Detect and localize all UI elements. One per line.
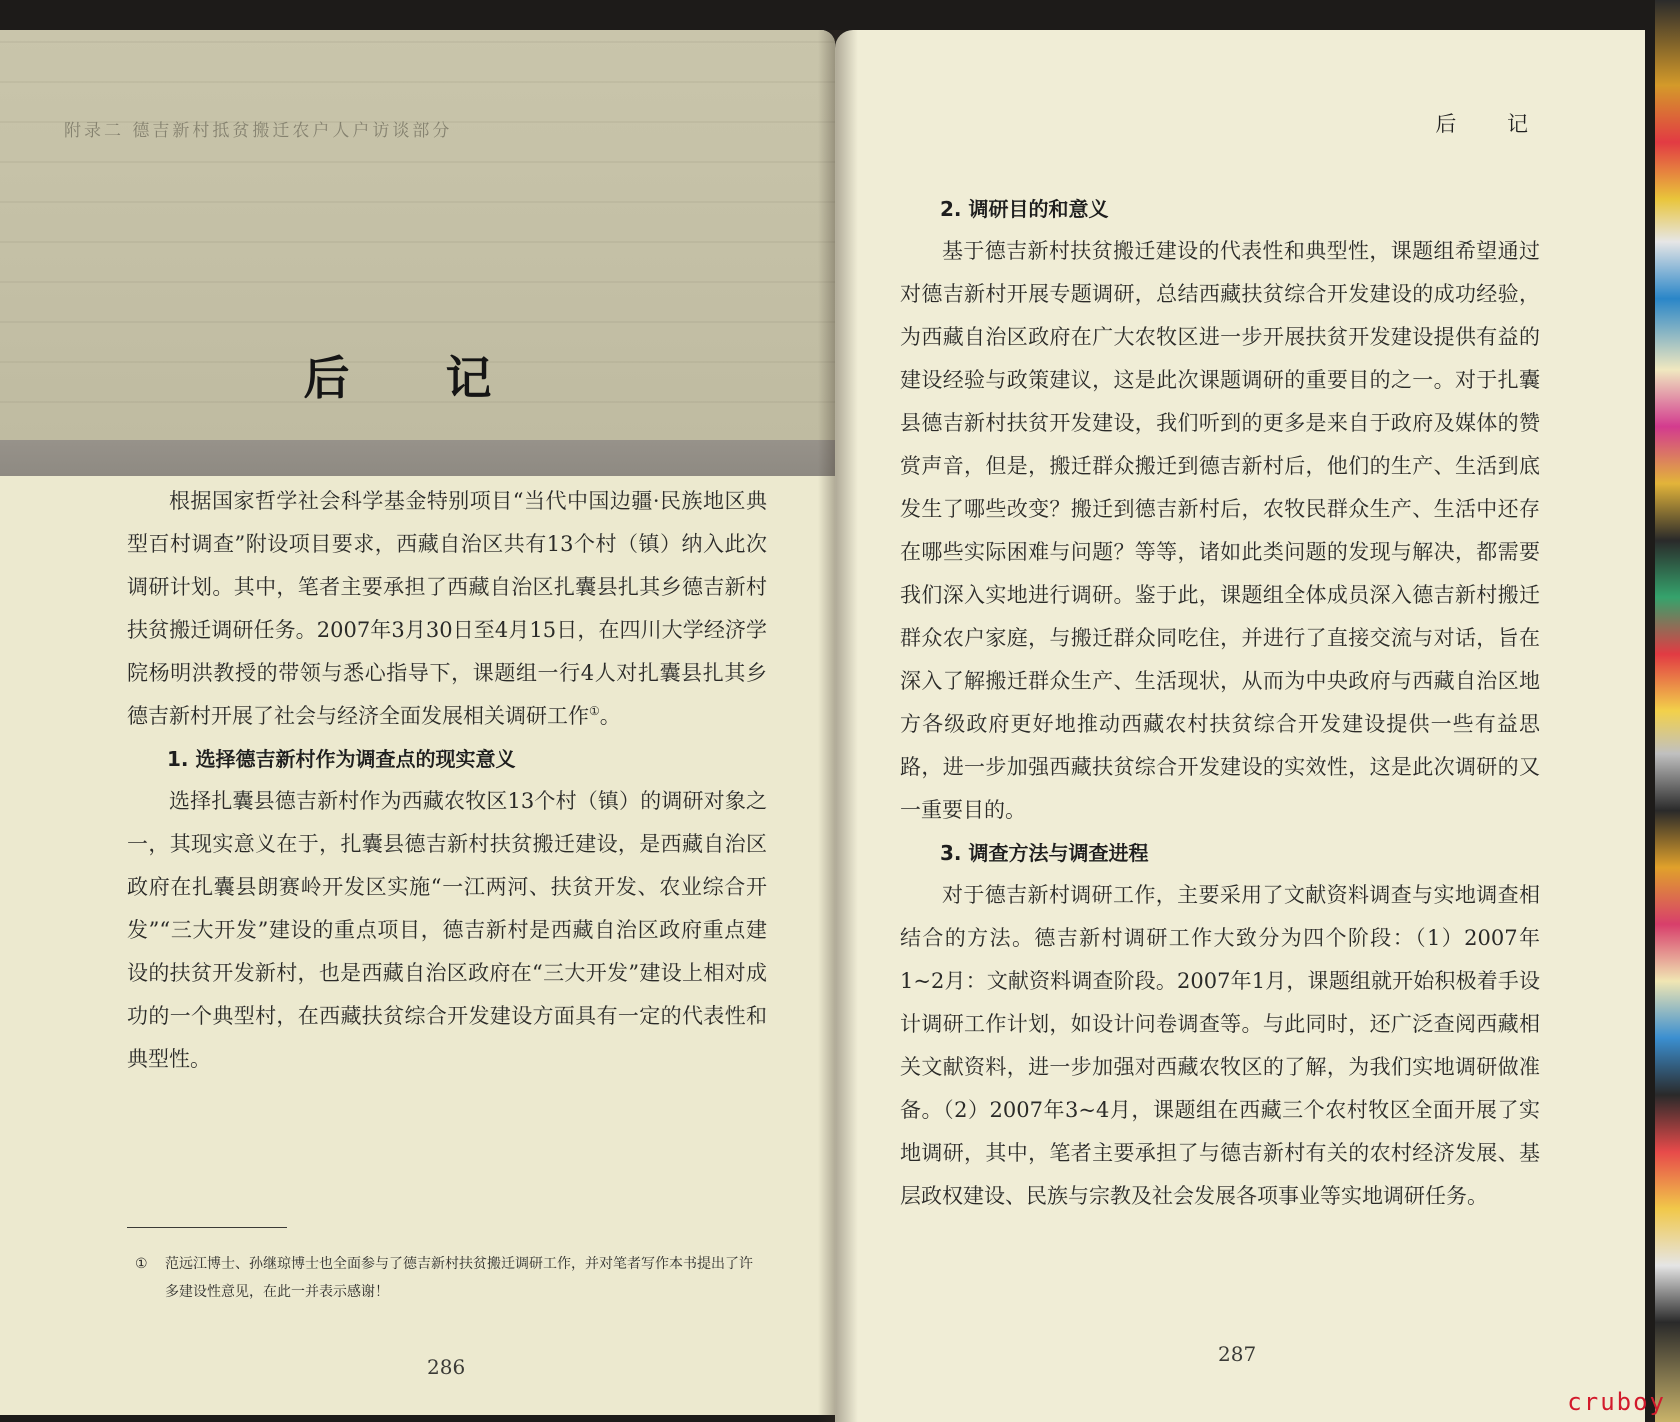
page-number-right: 287 — [1218, 1342, 1257, 1366]
left-running-head: 附录二 德吉新村抵贫搬迁农户人户访谈部分 — [64, 121, 453, 141]
intro-text: 根据国家哲学社会科学基金特别项目“当代中国边疆·民族地区典型百村调查”附设项目要求，西藏自治区共有13个村（镇）纳入此次调研计划。其中，笔者主要承担了西藏自治区扎囊县扎其乡德吉新村扶贫搬迁调研任务。2007年3月30日至4月15日，在四川大学经济学院杨明洪教授的带领与悉心指导下，课题组一行4人对扎囊县扎其乡德吉新村开展了社会与经济全面发展相关调研工作 — [127, 489, 767, 728]
footnote — [135, 1250, 765, 1306]
section-2-heading: 2. 调研目的和意义 — [940, 197, 1109, 221]
section-1-heading: 1. 选择德吉新村作为调查点的现实意义 — [167, 747, 516, 771]
page-number-left: 286 — [427, 1355, 466, 1379]
footnote-reference: ① — [589, 704, 600, 718]
paragraph-significance: 选择扎囊县德吉新村作为西藏农牧区13个村（镇）的调研对象之一，其现实意义在于，扎囊县德吉新村扶贫搬迁建设，是西藏自治区政府在扎囊县朗赛岭开发区实施“一江两河、扶贫开发、农业综合开发”“三大开发”建设的重点项目，德吉新村是西藏自治区政府重点建设的扶贫开发新村，也是西藏自治区政府在“三大开发”建设上相对成功的一个典型村，在西藏扶贫综合开发建设方面具有一定的代表性和典型性。 — [127, 789, 767, 1071]
footnote-rule — [127, 1227, 287, 1228]
right-page — [835, 30, 1645, 1422]
color-calibration-strip — [1655, 0, 1680, 1422]
chapter-title-band — [0, 440, 835, 476]
left-page-body — [127, 480, 767, 1081]
intro-text-end: 。 — [599, 704, 621, 728]
section-3-heading: 3. 调查方法与调查进程 — [940, 841, 1149, 865]
chapter-title: 后 记 — [303, 351, 532, 405]
paragraph-intro — [127, 480, 767, 738]
paragraph-methods: 对于德吉新村调研工作，主要采用了文献资料调查与实地调查相结合的方法。德吉新村调研工作大致分为四个阶段：（1）2007年1~2月：文献资料调查阶段。2007年1月，课题组就开始积极着手设计调研工作计划，如设计问卷调查等。与此同时，还广泛查阅西藏相关文献资料，进一步加强对西藏农牧区的了解，为我们实地调研做准备。（2）2007年3~4月，课题组在西藏三个农村牧区全面开展了实地调研，其中，笔者主要承担了与德吉新村有关的农村经济发展、基层政权建设、民族与宗教及社会发展各项事业等实地调研任务。 — [900, 883, 1540, 1208]
right-page-body — [900, 188, 1540, 1218]
paragraph-purpose: 基于德吉新村扶贫搬迁建设的代表性和典型性，课题组希望通过对德吉新村开展专题调研，总结西藏扶贫综合开发建设的成功经验，为西藏自治区政府在广大农牧区进一步开展扶贫开发建设提供有益的建设经验与政策建议，这是此次课题调研的重要目的之一。对于扎囊县德吉新村扶贫开发建设，我们听到的更多是来自于政府及媒体的赞赏声音，但是，搬迁群众搬迁到德吉新村后，他们的生产、生活到底发生了哪些改变？搬迁到德吉新村后，农牧民群众生产、生活中还存在哪些实际困难与问题？等等，诸如此类问题的发现与解决，都需要我们深入实地进行调研。鉴于此，课题组全体成员深入德吉新村搬迁群众农户家庭，与搬迁群众同吃住，并进行了直接交流与对话，旨在深入了解搬迁群众生产、生活现状，从而为中央政府与西藏自治区地方各级政府更好地推动西藏农村扶贫综合开发建设提供一些有益思路，进一步加强西藏扶贫综合开发建设的实效性，这是此次调研的又一重要目的。 — [900, 239, 1540, 822]
watermark: cruboy — [1567, 1388, 1666, 1416]
footnote-text: 范远江博士、孙继琼博士也全面参与了德吉新村扶贫搬迁调研工作，并对笔者写作本书提出了许多建设性意见，在此一并表示感谢！ — [165, 1256, 753, 1300]
book-gutter — [818, 30, 858, 1422]
footnote-mark: ① — [135, 1256, 148, 1272]
right-running-head: 后 记 — [1435, 112, 1550, 136]
